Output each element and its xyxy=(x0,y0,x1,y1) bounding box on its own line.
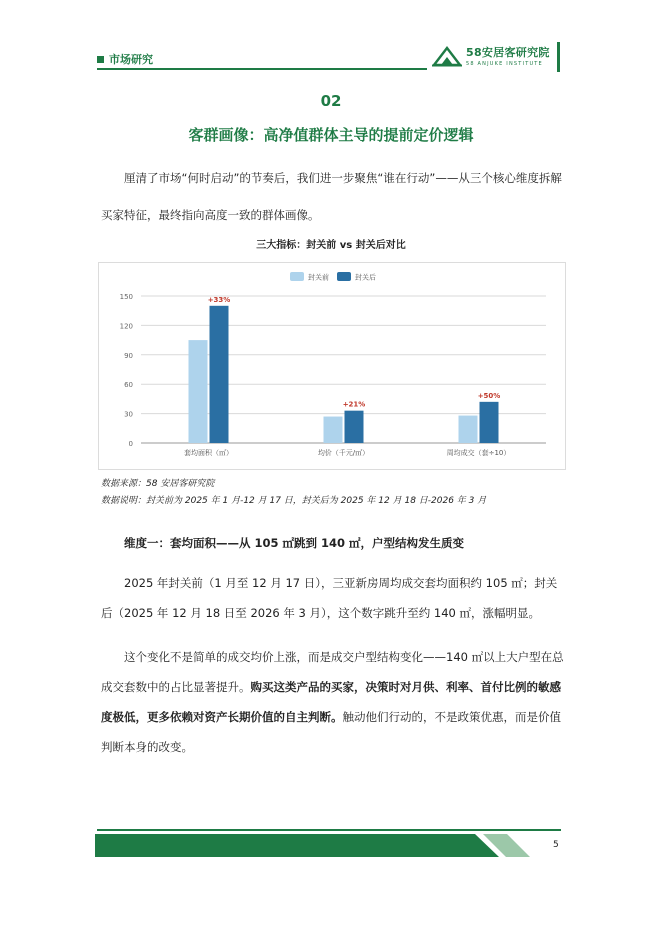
y-tick-label: 90 xyxy=(124,351,133,360)
header-accent-bar xyxy=(557,42,560,72)
section-number: 02 xyxy=(320,92,342,110)
legend-label: 封关前 xyxy=(308,273,329,282)
x-tick-label: 套均面积（㎡） xyxy=(184,449,233,457)
y-tick-label: 60 xyxy=(124,381,133,390)
bar-before xyxy=(324,417,343,443)
change-annotation: +21% xyxy=(342,400,366,409)
data-note: 数据说明：封关前为 2025 年 1 月-12 月 17 日，封关后为 2025 年 12 月 18 日-2026 年 3 月 xyxy=(101,496,487,506)
footer-divider xyxy=(97,829,561,831)
y-tick-label: 0 xyxy=(128,440,133,448)
y-tick-label: 120 xyxy=(119,322,133,331)
logo-mark-icon xyxy=(432,45,462,67)
legend-swatch xyxy=(337,272,351,281)
x-tick-label: 周均成交（套÷10） xyxy=(446,449,511,457)
bar-after xyxy=(210,306,229,443)
paragraph-text-bold: 购买这类产品的买家，决策时对月供、利率、首付比例的敏感度极低，更多依赖对资产长期价值的自主判断。 xyxy=(101,680,561,724)
legend-label: 封关后 xyxy=(355,273,376,282)
section-tag-label: 市场研究 xyxy=(109,53,153,66)
x-tick-label: 均价（千元/㎡） xyxy=(317,449,370,457)
dimension-paragraph-2 xyxy=(101,642,564,762)
change-annotation: +33% xyxy=(207,295,231,304)
bar-after xyxy=(345,411,364,443)
logo-name-cn: 58安居客研究院 xyxy=(466,46,550,59)
header-divider xyxy=(97,68,427,70)
chart-title: 三大指标：封关前 vs 封关后对比 xyxy=(256,240,406,251)
bar-before xyxy=(459,416,478,443)
bar-before xyxy=(189,340,208,443)
section-tag xyxy=(97,51,153,67)
logo-name-en: 58 ANJUKE INSTITUTE xyxy=(466,61,543,67)
page-number: 5 xyxy=(553,840,559,850)
paragraph-text-plain: 触动他们行动的，不是政策优惠，而是价值判断本身的改变。 xyxy=(101,710,561,754)
data-source: 数据来源：58 安居客研究院 xyxy=(101,479,215,489)
footer-decoration xyxy=(95,822,565,862)
bar-after xyxy=(480,402,499,443)
dimension-paragraph-1: 2025 年封关前（1 月至 12 月 17 日），三亚新房周均成交套均面积约 105 ㎡；封关后（2025 年 12 月 18 日至 2026 年 3 月），这个数字跳升至约 140 ㎡，涨幅明显。 xyxy=(101,576,558,620)
bullet-square-icon xyxy=(97,56,104,63)
brand-logo xyxy=(432,44,550,67)
change-annotation: +50% xyxy=(477,391,501,400)
y-tick-label: 30 xyxy=(124,410,133,419)
intro-paragraph: 厘清了市场“何时启动”的节奏后，我们进一步聚焦“谁在行动”——从三个核心维度拆解买家特征，最终指向高度一致的群体画像。 xyxy=(101,171,562,222)
y-tick-label: 150 xyxy=(119,293,133,301)
bar-chart xyxy=(99,263,565,469)
paragraph-text-plain: 这个变化不是简单的成交均价上涨，而是成交户型结构变化——140 ㎡以上大户型在总成交套数中的占比显著提升。 xyxy=(101,650,564,694)
legend-swatch xyxy=(290,272,304,281)
chart-container xyxy=(98,262,566,470)
dimension-heading: 维度一：套均面积——从 105 ㎡跳到 140 ㎡，户型结构发生质变 xyxy=(124,536,465,550)
section-title: 客群画像：高净值群体主导的提前定价逻辑 xyxy=(188,126,474,144)
